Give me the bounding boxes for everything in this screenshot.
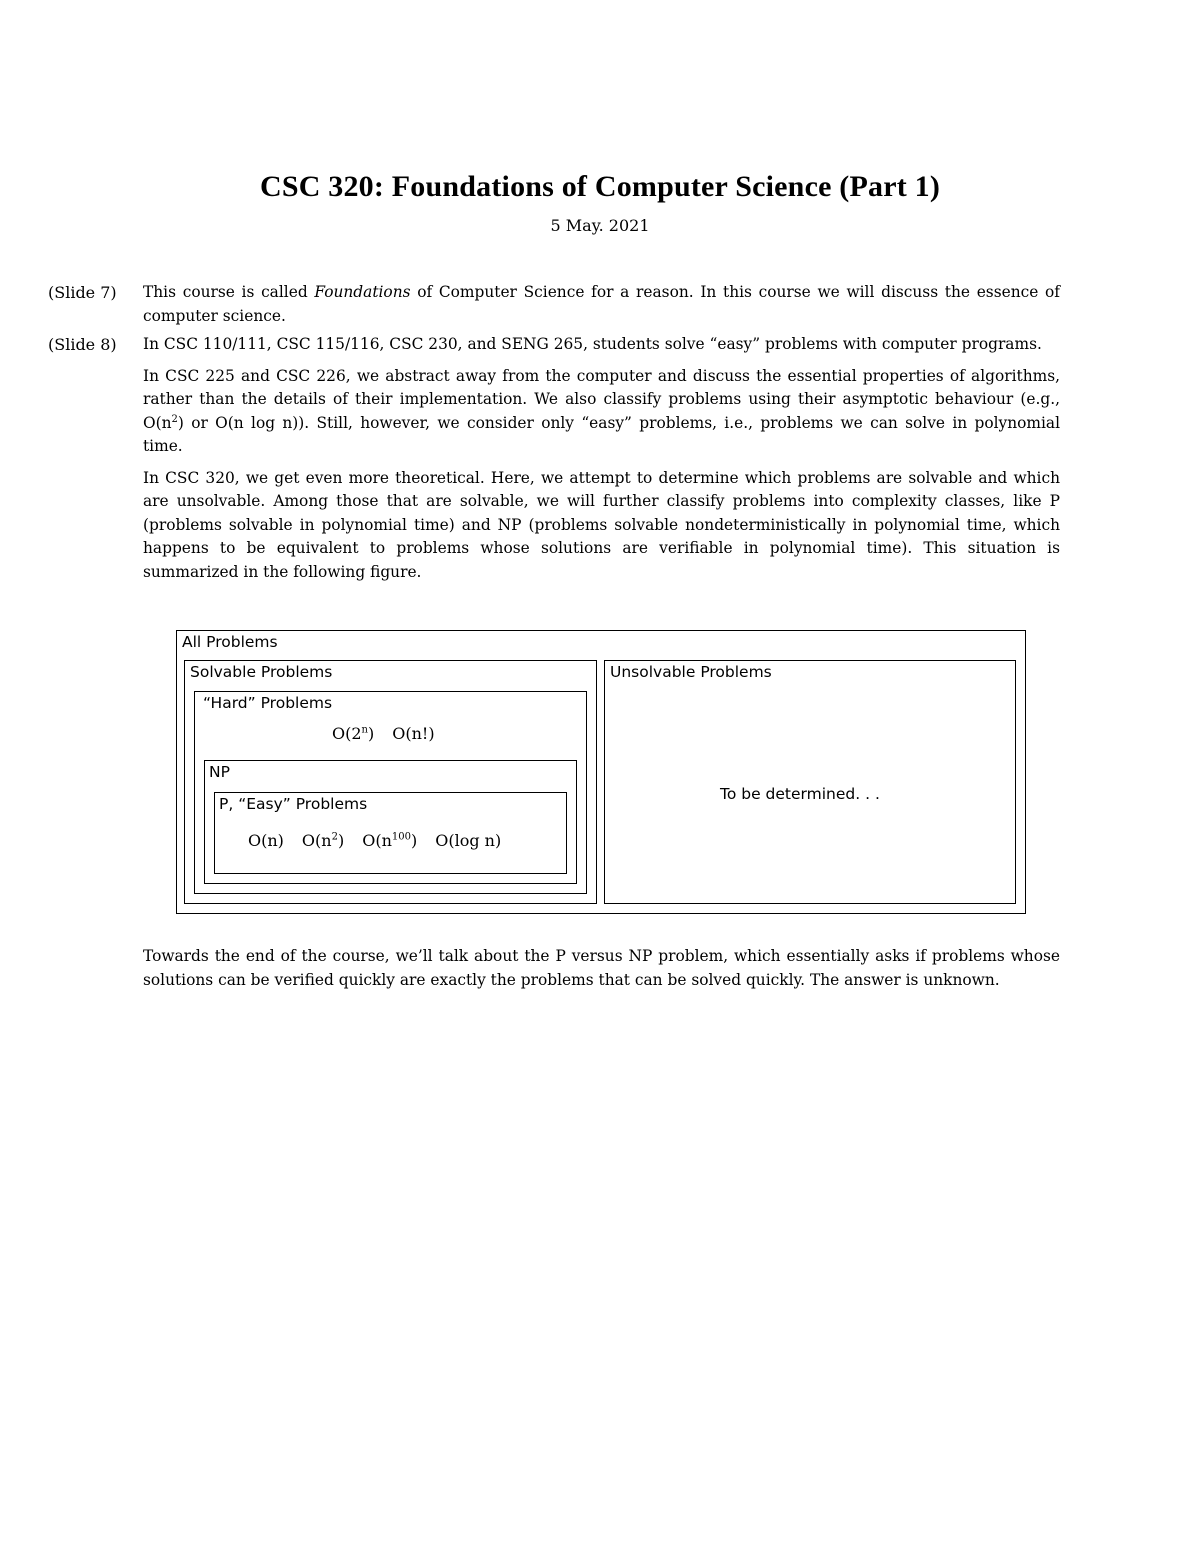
hard-complexity-term-tail: ) — [368, 724, 375, 743]
document-title: CSC 320: Foundations of Computer Science (Part 1) — [259, 170, 941, 203]
slide-8-p2-end: ) or O(n log n)). Still, however, we consider only “easy” problems, i.e., problems we can solve in polynomial time. — [143, 413, 1060, 455]
slide-7-text-before: This course is called — [143, 283, 315, 301]
unsolvable-problems-label: Unsolvable Problems — [610, 663, 772, 681]
closing-paragraph-block — [143, 945, 1060, 992]
slide-7-paragraph — [143, 281, 1060, 328]
slide-8-body — [143, 333, 1060, 584]
easy-complexity-term-base: O(n — [301, 831, 332, 850]
easy-complexity-term — [362, 831, 417, 850]
slide-7-label: (Slide 7) — [48, 283, 117, 302]
easy-complexity-term-tail: ) — [337, 831, 345, 850]
slide-7-entry — [48, 281, 1060, 331]
easy-complexity-term-sup: 100 — [391, 831, 411, 843]
slide-7-text-after: of Computer Science for a reason. In this course we will discuss the essence of computer science. — [143, 283, 1061, 325]
slide-7-body — [143, 281, 1060, 328]
hard-problems-label: “Hard” Problems — [203, 694, 333, 712]
slide-8-p2-sup: 2 — [171, 413, 178, 425]
hard-complexity-term-base: O(2 — [332, 724, 362, 743]
np-label: NP — [209, 763, 230, 781]
slide-7-text-italic: Foundations — [314, 283, 411, 301]
slide-8-entry — [48, 333, 1060, 613]
hard-complexity-row — [332, 724, 453, 743]
hard-complexity-term — [392, 724, 434, 743]
unsolvable-problems-box — [604, 660, 1016, 904]
slide-8-label: (Slide 8) — [48, 335, 117, 354]
slide-8-paragraph-2 — [143, 365, 1060, 459]
easy-complexity-term-base: O(log n) — [435, 831, 502, 850]
to-be-determined-text: To be determined. . . — [720, 785, 880, 803]
easy-complexity-row — [248, 831, 519, 850]
easy-complexity-term — [435, 831, 501, 850]
easy-complexity-term-base: O(n — [362, 831, 392, 850]
p-easy-problems-label: P, “Easy” Problems — [219, 795, 368, 813]
slide-8-paragraph-3: In CSC 320, we get even more theoretical. Here, we attempt to determine which problems are solvable and which are unsolvable. Among those that are solvable, we will further classify problems into complexity classes, like P (problems solvable in polynomial time) and NP (problems solvable nondeterministically in polynomial time, which happens to be equivalent to problems whose solutions are verifiable in polynomial time). This situation is summarized in the following figure. — [143, 468, 1060, 581]
hard-complexity-term-base: O(n!) — [392, 724, 435, 743]
easy-complexity-term-sup: 2 — [331, 831, 338, 843]
easy-complexity-term-tail: ) — [410, 831, 418, 850]
easy-complexity-term-base: O(n) — [248, 831, 284, 850]
slide-8-p2-start: In CSC 225 and CSC 226, we abstract away from the computer and discuss the essential properties of algorithms, rather than the details of their implementation. We also classify problems using their asymptotic behaviour (e.g., O(n — [143, 366, 1060, 432]
hard-complexity-term-sup: n — [361, 724, 368, 736]
all-problems-label: All Problems — [182, 633, 278, 651]
slide-8-paragraph-1: In CSC 110/111, CSC 115/116, CSC 230, and SENG 265, students solve “easy” problems with computer programs. — [143, 335, 1042, 353]
document-date: 5 May. 2021 — [550, 216, 650, 235]
easy-complexity-term — [302, 831, 344, 850]
solvable-problems-label: Solvable Problems — [190, 663, 333, 681]
hard-complexity-term — [332, 724, 374, 743]
closing-paragraph: Towards the end of the course, we’ll talk about the P versus NP problem, which essentially asks if problems whose solutions can be verified quickly are exactly the problems that can be solved quickly. The answer is unknown. — [143, 947, 1060, 989]
easy-complexity-term — [248, 831, 284, 850]
